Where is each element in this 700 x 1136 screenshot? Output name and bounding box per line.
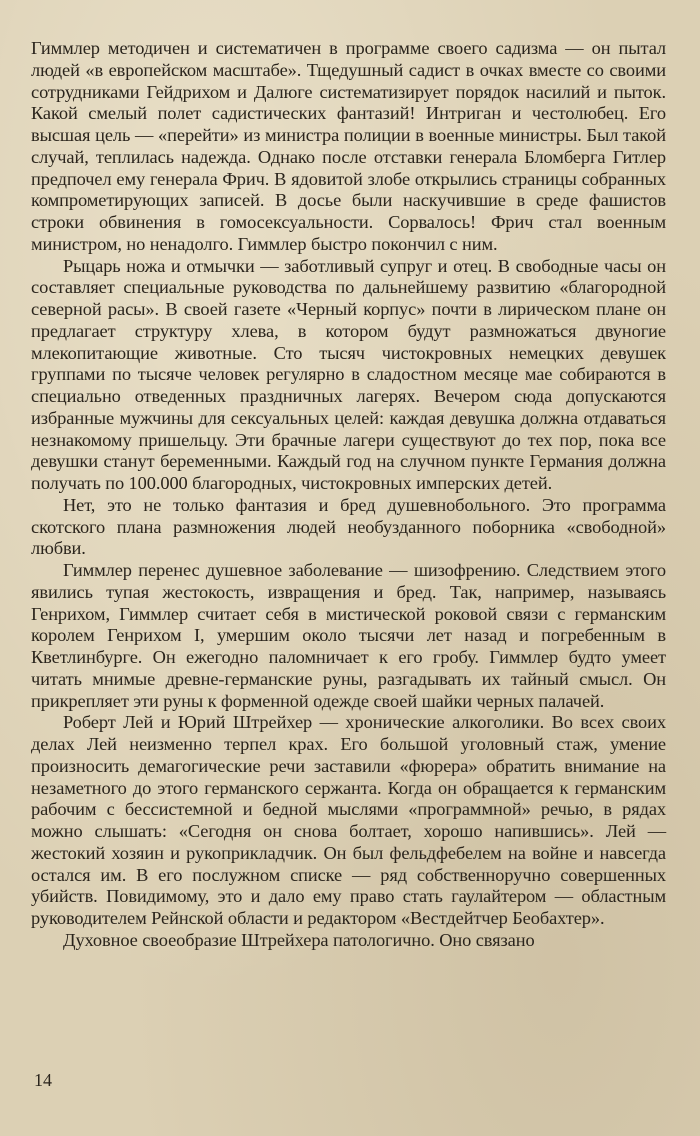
- paragraph-2: Рыцарь ножа и отмычки — заботливый супруг и отец. В свободные часы он составляет специальные руководства по дальнейшему развитию «благородной северной расы». В своей газете «Черный корпус» почти в лирическом плане он предлагает структуру хлева, в котором будут размножаться двуногие млекопитающие животные. Сто тысяч чистокровных немецких девушек группами по тысяче человек регулярно в сладостном месяце мае собираются в специально отведенных праздничных лагерях. Вечером сюда допускаются избранные мужчины для сексуальных целей: каждая девушка должна отдаваться незнакомому пришельцу. Эти брачные лагери существуют до тех пор, пока все девушки станут беременными. Каждый год на случном пункте Германия должна получать по 100.000 благородных, чистокровных имперских детей.: [31, 255, 666, 493]
- body-text: [31, 38, 666, 952]
- page-number: 14: [34, 1070, 52, 1090]
- paragraph-5: Роберт Лей и Юрий Штрейхер — хронические алкоголики. Во всех своих делах Лей неизменно терпел крах. Его большой уголовный стаж, умение произносить демагогические речи заставили «фюрера» обратить внимание на незаметного до этого германского сержанта. Когда он обращается к германским рабочим с бессистемной и бедной мыслями «программной» речью, в рядах можно слышать: «Сегодня он снова болтает, хорошо напившись». Лей — жестокий хозяин и рукоприкладчик. Он был фельдфебелем на войне и навсегда остался им. В его послужном списке — ряд собственноручно совершенных убийств. Повидимому, это и дало ему право стать гаулайтером — областным руководителем Рейнской области и редактором «Вестдейтчер Беобахтер».: [31, 712, 666, 928]
- paragraph-4: Гиммлер перенес душевное заболевание — шизофрению. Следствием этого явились тупая жестокость, извращения и бред. Так, например, называясь Генрихом, Гиммлер считает себя в мистической роковой связи с германским королем Генрихом I, умершим около тысячи лет назад и погребенным в Кветлинбурге. Он ежегодно паломничает к его гробу. Гиммлер будто умеет читать мнимые древне-германские руны, разгадывать их тайный смысл. Он прикрепляет эти руны к форменной одежде своей шайки черных палачей.: [31, 560, 666, 711]
- paragraph-6: Духовное своеобразие Штрейхера патологично. Оно связано: [63, 929, 535, 950]
- paragraph-3: Нет, это не только фантазия и бред душевнобольного. Это программа скотского плана размножения людей необузданного поборника «свободной» любви.: [31, 494, 666, 559]
- paragraph-1: Гиммлер методичен и систематичен в программе своего садизма — он пытал людей «в европейском масштабе». Тщедушный садист в очках вместе со своими сотрудниками Гейдрихом и Далюге систематизирует порядок насилий и пыток. Какой смелый полет садистических фантазий! Интриган и честолюбец. Его высшая цель — «перейти» из министра полиции в военные министры. Был такой случай, теплилась надежда. Однако после отставки генерала Бломберга Гитлер предпочел ему генерала Фрич. В ядовитой злобе открылись страницы собранных компрометирующих записей. В досье были наскучившие в среде фашистов строки обвинения в гомосексуальности. Сорвалось! Фрич стал военным министром, но ненадолго. Гиммлер быстро покончил с ним.: [31, 38, 666, 254]
